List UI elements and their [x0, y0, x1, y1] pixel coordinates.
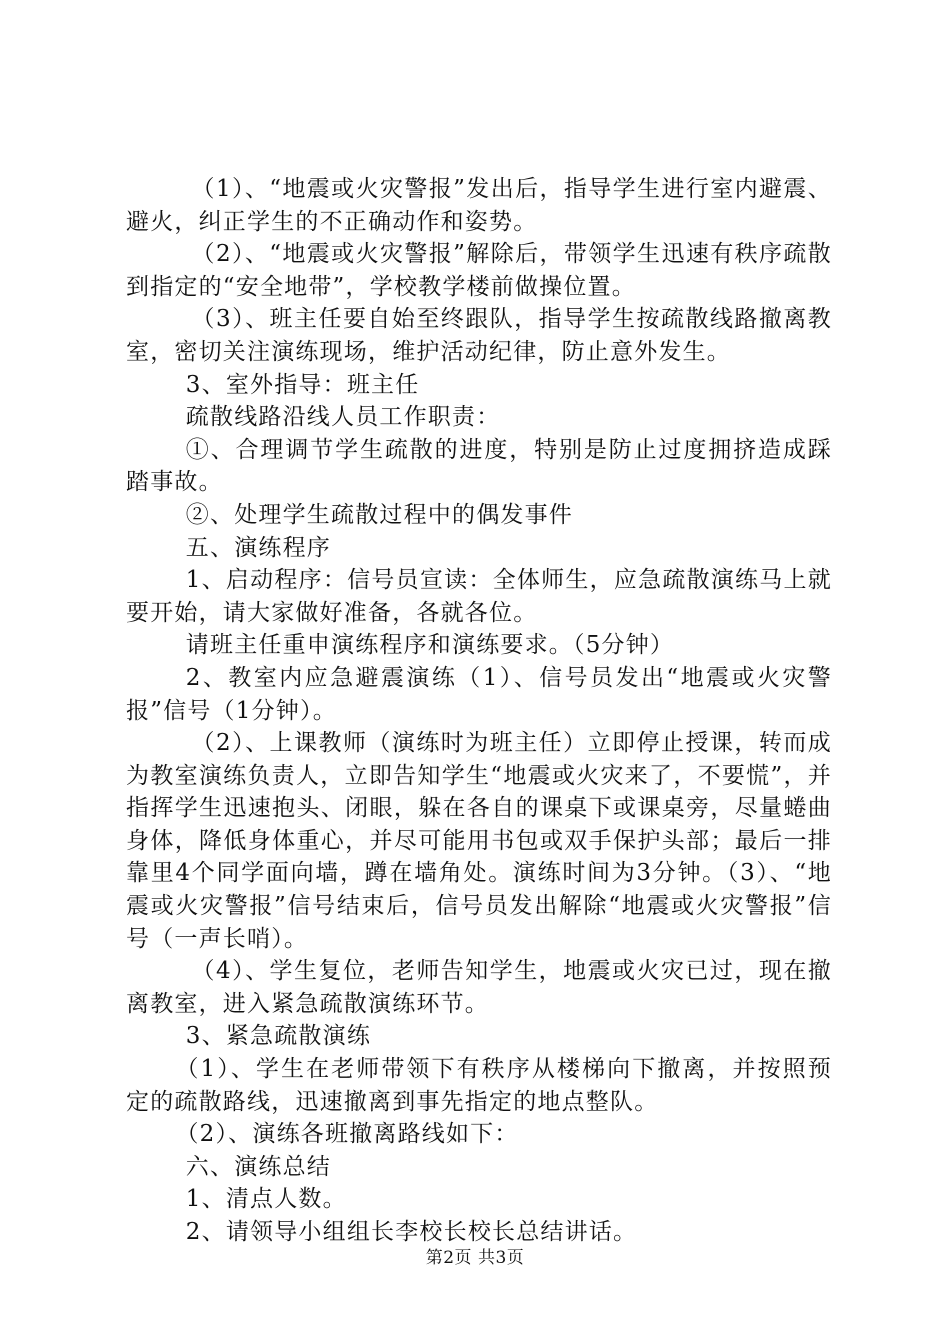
section-heading: 五、演练程序 [185, 534, 331, 561]
paragraph: （4）、学生复位，老师告知学生，地震或火灾已过，现在撤离教室，进入紧急疏散演练环节。 [126, 958, 832, 1017]
paragraph: 1、清点人数。 [185, 1186, 347, 1213]
paragraph: （1）、学生在老师带领下有秩序从楼梯向下撤离，并按照预定的疏散路线，迅速撤离到事先指定的地点整队。 [126, 1056, 832, 1115]
paragraph: （2）、演练各班撤离路线如下： [175, 1121, 519, 1148]
document-body [126, 173, 832, 1249]
page-number-label: 第2页 共3页 [425, 1248, 525, 1268]
paragraph: 2、请领导小组组长李校长校长总结讲话。 [185, 1219, 638, 1245]
paragraph: 3、紧急疏散演练 [185, 1023, 372, 1050]
paragraph: ①、合理调节学生疏散的进度，特别是防止过度拥挤造成踩踏事故。 [126, 436, 832, 496]
paragraph: （1）、“地震或火灾警报”发出后，指导学生进行室内避震、避火，纠正学生的不正确动作和姿势。 [126, 176, 832, 235]
paragraph: 疏散线路沿线人员工作职责： [185, 404, 501, 431]
paragraph: （2）、“地震或火灾警报”解除后，带领学生迅速有秩序疏散到指定的“安全地带”，学校教学楼前做操位置。 [126, 241, 832, 300]
paragraph: ②、处理学生疏散过程中的偶发事件 [185, 501, 573, 528]
page-footer [0, 1243, 950, 1268]
paragraph: 1、启动程序：信号员宣读：全体师生，应急疏散演练马上就要开始，请大家做好准备，各就各位。 [126, 567, 832, 626]
paragraph: 3、室外指导：班主任 [185, 371, 420, 398]
paragraph: 请班主任重申演练程序和演练要求。（5分钟） [185, 632, 675, 659]
paragraph: （2）、上课教师（演练时为班主任）立即停止授课，转而成为教室演练负责人，立即告知学生“地震或火灾来了，不要慌”，并指挥学生迅速抱头、闭眼，躲在各自的课桌下或课桌旁，尽量蜷曲身体，降低身体重心，并尽可能用书包或双手保护头部；最后一排靠里4个同学面向墙，蹲在墙角处。演练时间为3分钟。（3）、“地震或火灾警报”信号结束后，信号员发出解除“地震或火灾警报”信号（一声长哨）。 [126, 730, 832, 952]
section-heading: 六、演练总结 [185, 1153, 331, 1180]
paragraph: （3）、班主任要自始至终跟队，指导学生按疏散线路撤离教室，密切关注演练现场，维护活动纪律，防止意外发生。 [126, 306, 832, 365]
paragraph: 2、教室内应急避震演练（1）、信号员发出“地震或火灾警报”信号（1分钟）。 [126, 664, 832, 724]
